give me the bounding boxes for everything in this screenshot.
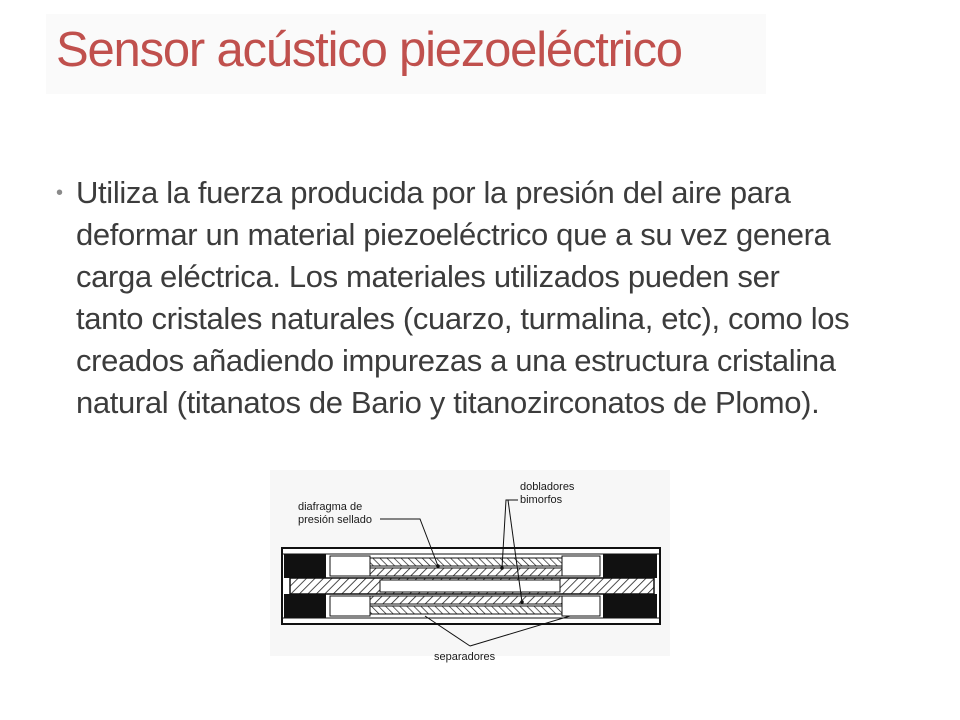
bullet-dot-icon: • xyxy=(56,182,64,204)
leader-benders-dot-upper xyxy=(500,566,504,570)
bullet-list xyxy=(56,172,936,424)
leader-diaphragm-dot xyxy=(436,564,440,568)
label-separators: separadores xyxy=(434,651,496,663)
diaphragm-core xyxy=(380,580,560,592)
slide-title: Sensor acústico piezoeléctrico xyxy=(56,23,682,77)
label-benders-line2: bimorfos xyxy=(520,494,563,506)
label-diaphragm-line1: diafragma de xyxy=(298,501,363,513)
bullet-line: carga eléctrica. Los materiales utilizados pueden ser xyxy=(76,259,780,294)
leader-benders-dot-lower xyxy=(520,600,524,604)
label-diaphragm-line2: presión sellado xyxy=(298,514,372,526)
bullet-line: deformar un material piezoeléctrico que a su vez genera xyxy=(76,217,831,252)
bullet-line: natural (titanatos de Bario y titanozirconatos de Plomo). xyxy=(76,385,820,420)
bullet-item xyxy=(56,172,936,424)
label-benders-line1: dobladores xyxy=(520,481,575,493)
bullet-line: tanto cristales naturales (cuarzo, turmalina, etc), como los xyxy=(76,301,850,336)
sensor-diagram-svg xyxy=(270,470,670,663)
bullet-line: creados añadiendo impurezas a una estructura cristalina xyxy=(76,343,836,378)
sensor-diagram xyxy=(270,470,670,663)
bullet-line: Utiliza la fuerza producida por la presión del aire para xyxy=(76,175,791,210)
